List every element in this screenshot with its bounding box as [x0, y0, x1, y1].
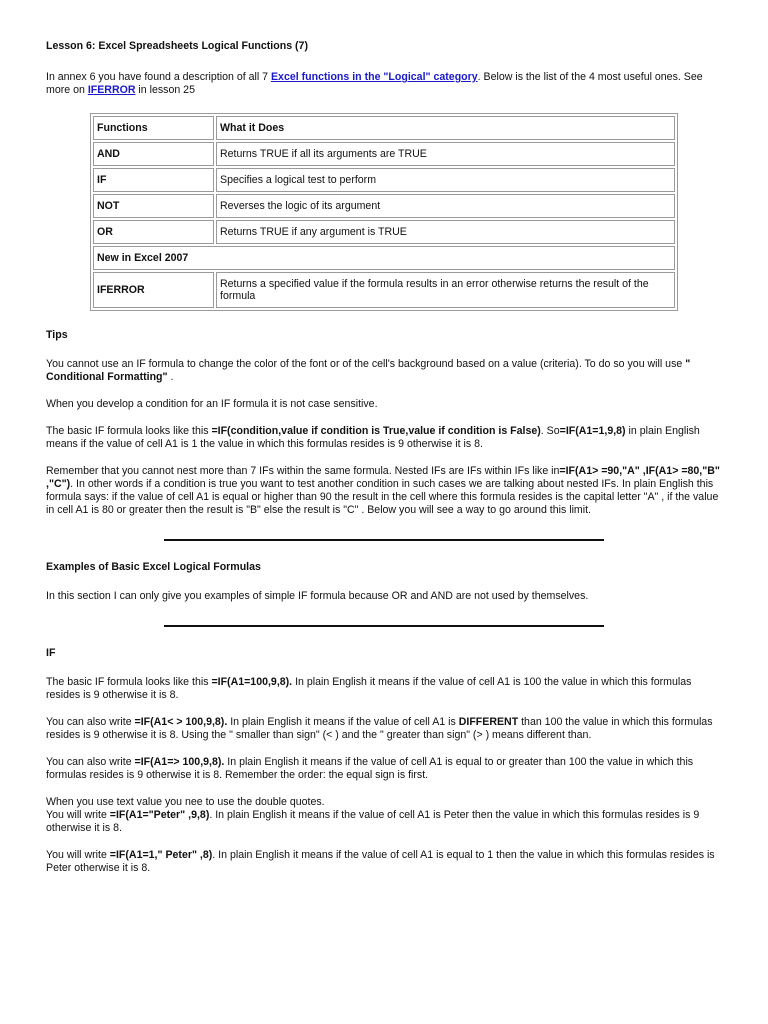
formula-example: =IF(A1=1," Peter" ,8) [109, 849, 213, 861]
tips-text: . [167, 371, 174, 383]
example-text: . In plain English it means if the value of cell A1 is equal to 1 then the value in which this formulas resides is Peter otherwise it is 8. [46, 849, 715, 874]
formula-example: =IF(A1=1,9,8) [559, 425, 626, 437]
intro-text-1: In annex 6 you have found a description of all 7 [46, 71, 271, 83]
header-functions: Functions [93, 116, 214, 140]
if-heading: IF [46, 647, 56, 659]
example-text: When you use text value you nee to use the double quotes. [46, 796, 325, 808]
function-name: IFERROR [93, 272, 214, 308]
table-row [93, 142, 675, 166]
if-example-paragraph [46, 796, 726, 835]
formula-example: =IF(A1=100,9,8). [211, 676, 293, 688]
function-description: Returns TRUE if all its arguments are TRUE [216, 142, 675, 166]
example-text: In plain English it means if the value of cell A1 is 100 the value in which this formulas resides is 9 otherwise it is 8. [46, 676, 692, 701]
formula-example: =IF(A1=> 100,9,8). [134, 756, 225, 768]
formula-example: =IF(A1="Peter" ,9,8) [109, 809, 210, 821]
function-name: AND [93, 142, 214, 166]
table-subheader-row [93, 246, 675, 270]
example-text: You can also write [46, 716, 135, 728]
function-description: Returns a specified value if the formula results in an error otherwise returns the result of the formula [216, 272, 675, 308]
if-example-paragraph [46, 756, 726, 782]
tips-text: You cannot use an IF formula to change the color of the font or of the cell's background based on a value (criteria). To do so you will use [46, 358, 686, 370]
example-text: In plain English it means if the value of cell A1 is [227, 716, 459, 728]
examples-paragraph: In this section I can only give you examples of simple IF formula because OR and AND are not used by themselves. [46, 590, 589, 602]
conditional-formatting-term: " Conditional Formatting" [46, 358, 691, 383]
example-text: You will write [46, 849, 110, 861]
example-text: In plain English it means if the value of cell A1 is equal to or greater than 100 the value in which this formulas resides is 9 otherwise it is 8. Remember the order: the equal sign is first. [46, 756, 694, 781]
example-text: than 100 the value in which this formulas resides is 9 otherwise it is 8. Using the " smaller than sign" (< ) and the " greater than sign" (> ) means different than. [46, 716, 713, 741]
table-row [93, 168, 675, 192]
example-text: . In plain English it means if the value of cell A1 is Peter then the value in which this formulas resides is 9 otherwise it is 8. [46, 809, 700, 834]
functions-table [90, 113, 678, 311]
table-row [93, 220, 675, 244]
logical-category-link[interactable]: Excel functions in the "Logical" category [270, 71, 478, 83]
tips-paragraph [46, 425, 726, 451]
if-example-paragraph [46, 676, 726, 702]
tips-paragraph [46, 358, 726, 384]
function-name: NOT [93, 194, 214, 218]
tips-paragraph [46, 465, 726, 517]
table-header-row [93, 116, 675, 140]
intro-text-2: . Below is the list of the 4 most useful ones. See more on [46, 71, 703, 96]
nested-if-formula: =IF(A1> =90,"A" ,IF(A1> =80,"B" ,"C") [46, 465, 720, 490]
page-title: Lesson 6: Excel Spreadsheets Logical Functions (7) [46, 40, 308, 52]
formula-example: =IF(A1< > 100,9,8). [134, 716, 228, 728]
iferror-link[interactable]: IFERROR [87, 84, 136, 96]
table-row [93, 272, 675, 308]
if-example-paragraph [46, 716, 726, 742]
tips-heading: Tips [46, 329, 68, 341]
tips-text: in plain English means if the value of cell A1 is 1 the value in which this formulas resides is 9 otherwise it is 8. [46, 425, 700, 450]
header-what-it-does: What it Does [216, 116, 675, 140]
function-description: Reverses the logic of its argument [216, 194, 675, 218]
function-name: IF [93, 168, 214, 192]
different-term: DIFFERENT [458, 716, 519, 728]
intro-text-3: in lesson 25 [135, 84, 195, 96]
tips-text: The basic IF formula looks like this [46, 425, 212, 437]
tips-paragraph: When you develop a condition for an IF formula it is not case sensitive. [46, 398, 378, 410]
table-row [93, 194, 675, 218]
tips-text: Remember that you cannot nest more than 7 IFs within the same formula. Nested IFs are IFs within IFs like in [46, 465, 560, 477]
new-in-excel-2007: New in Excel 2007 [93, 246, 675, 270]
if-example-paragraph [46, 849, 726, 875]
document-page [46, 40, 726, 889]
example-text: The basic IF formula looks like this [46, 676, 212, 688]
tips-text: . In other words if a condition is true you want to test another condition in such cases we are talking about nested IFs. In plain English this formula says: if the value of cell A1 is equal or higher than 90 the result in the cell where this formula resides is the capital letter "A" , if the value in cell A1 is 80 or greater then the result is "B" else the result is "C" . Below you will see a way to go around this limit. [46, 478, 719, 516]
formula-syntax: =IF(condition,value if condition is True,value if condition is False) [211, 425, 541, 437]
example-text: You can also write [46, 756, 135, 768]
function-name: OR [93, 220, 214, 244]
examples-heading: Examples of Basic Excel Logical Formulas [46, 561, 261, 573]
function-description: Specifies a logical test to perform [216, 168, 675, 192]
intro-paragraph [46, 71, 726, 97]
example-text: You will write [46, 809, 110, 821]
tips-text: . So [540, 425, 560, 437]
function-description: Returns TRUE if any argument is TRUE [216, 220, 675, 244]
